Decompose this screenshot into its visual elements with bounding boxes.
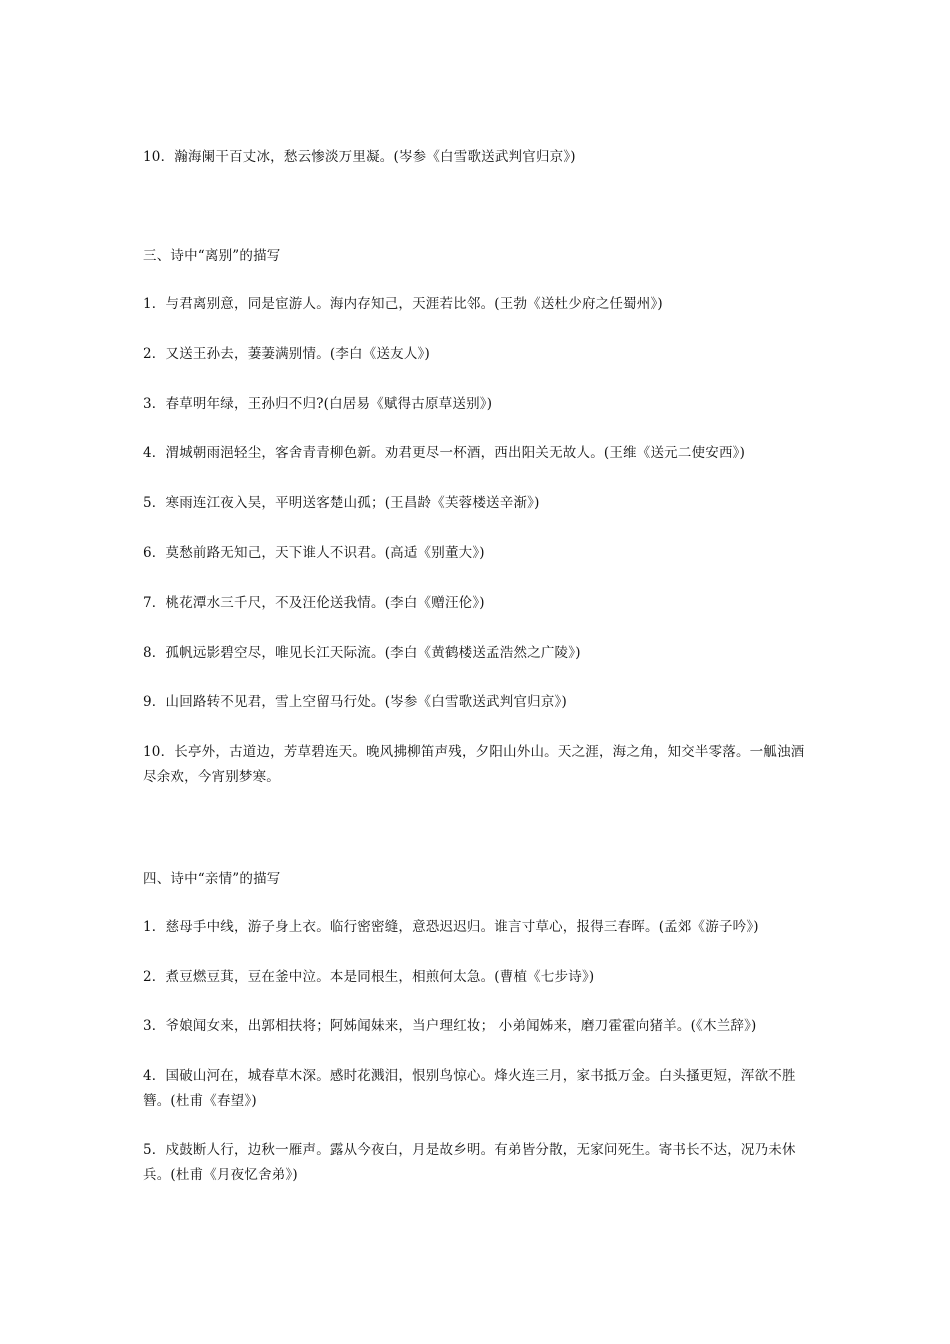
list-item: 10．长亭外，古道边，芳草碧连天。晚风拂柳笛声残，夕阳山外山。天之涯，海之角，知交半零落。一觚浊酒尽余欢，今宵别梦寒。 [143,744,805,785]
list-item: 10．瀚海阑干百丈冰，愁云惨淡万里凝。(岑参《白雪歌送武判官归京》) [143,149,576,165]
list-item: 4．渭城朝雨浥轻尘，客舍青青柳色新。劝君更尽一杯酒，西出阳关无故人。(王维《送元二使安西》) [143,445,746,461]
section-heading-parting: 三、诗中“离别”的描写 [143,248,281,264]
list-item: 1．与君离别意，同是宦游人。海内存知己，天涯若比邻。(王勃《送杜少府之任蜀州》) [143,296,663,312]
list-item: 9．山回路转不见君，雪上空留马行处。(岑参《白雪歌送武判官归京》) [143,694,567,710]
list-item: 6．莫愁前路无知己，天下谁人不识君。(高适《别董大》) [143,545,485,561]
list-item: 4．国破山河在，城春草木深。感时花溅泪，恨别鸟惊心。烽火连三月，家书抵万金。白头搔更短，浑欲不胜簪。(杜甫《春望》) [143,1068,796,1109]
list-item: 3．春草明年绿，王孙归不归?(白居易《赋得古原草送别》) [143,396,493,412]
list-item: 2．煮豆燃豆萁，豆在釜中泣。本是同根生，相煎何太急。(曹植《七步诗》) [143,969,595,985]
list-item: 2．又送王孙去，萋萋满别情。(李白《送友人》) [143,346,430,362]
list-item: 1．慈母手中线，游子身上衣。临行密密缝，意恐迟迟归。谁言寸草心，报得三春晖。(孟郊《游子吟》) [143,919,759,935]
list-item: 3．爷娘闻女来，出郭相扶将；阿姊闻妹来，当户理红妆； 小弟闻姊来，磨刀霍霍向猪羊。(《木兰辞》) [143,1018,757,1034]
list-item: 5．戍鼓断人行，边秋一雁声。露从今夜白，月是故乡明。有弟皆分散，无家问死生。寄书长不达，况乃未休兵。(杜甫《月夜忆舍弟》) [143,1142,796,1183]
list-item: 8．孤帆远影碧空尽，唯见长江天际流。(李白《黄鹤楼送孟浩然之广陵》) [143,645,581,661]
list-item: 5．寒雨连江夜入吴，平明送客楚山孤；(王昌龄《芙蓉楼送辛渐》) [143,495,540,511]
section-heading-family: 四、诗中“亲情”的描写 [143,871,281,887]
list-item: 7．桃花潭水三千尺，不及汪伦送我情。(李白《赠汪伦》) [143,595,485,611]
